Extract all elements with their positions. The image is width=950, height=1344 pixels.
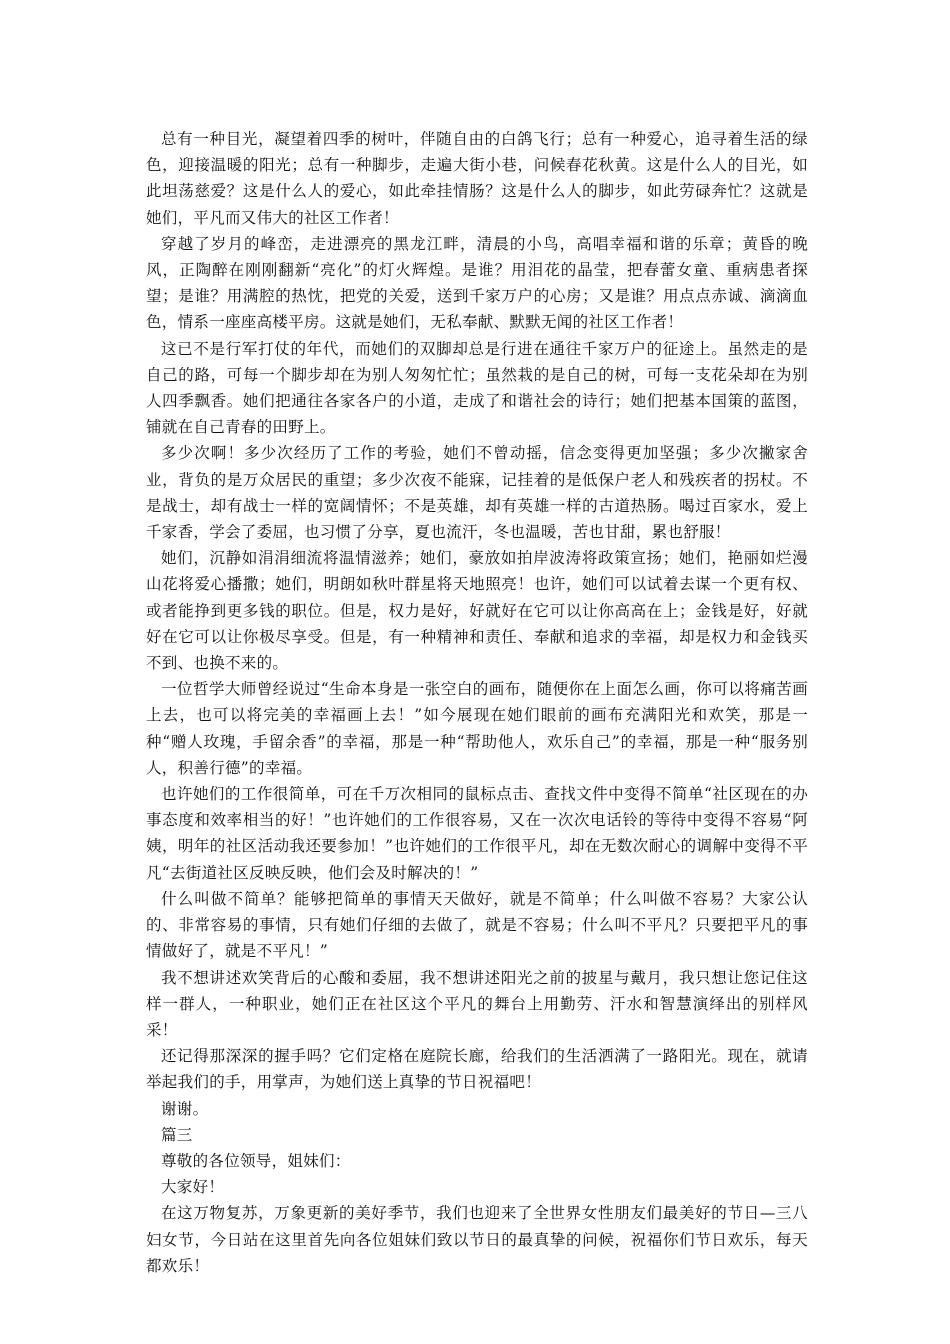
paragraph: 多少次啊！多少次经历了工作的考验，她们不曾动摇，信念变得更加坚强；多少次撇家舍业，背负的是万众居民的重望；多少次夜不能寐，记挂着的是低保户老人和残疾者的拐杖。不是战士，却有战士一样的宽阔情怀；不是英雄，却有英雄一样的古道热肠。喝过百家水，爱上千家香，学会了委屈，也习惯了分享，夏也流汗，冬也温暖，苦也甘甜，累也舒服！ — [146, 444, 808, 542]
paragraph: 什么叫做不简单？能够把简单的事情天天做好，就是不简单；什么叫做不容易？大家公认的、非常容易的事情，只有她们仔细的去做了，就是不容易；什么叫不平凡？只要把平凡的事情做好了，就是不平凡！” — [146, 889, 808, 961]
paragraph: 穿越了岁月的峰峦，走进漂亮的黑龙江畔，清晨的小鸟，高唱幸福和谐的乐章；黄昏的晚风，正陶醉在刚刚翻新“亮化”的灯火辉煌。是谁？用泪花的晶莹，把春蕾女童、重病患者探望；是谁？用满腔的热忱，把党的关爱，送到千家万户的心房；又是谁？用点点赤诚、滴滴血色，情系一座座高楼平房。这就是她们，无私奉献、默默无闻的社区工作者！ — [146, 234, 808, 332]
greeting: 大家好！ — [161, 1178, 225, 1197]
paragraph: 一位哲学大师曾经说过“生命本身是一张空白的画布，随便你在上面怎么画，你可以将痛苦画上去，也可以将完美的幸福画上去！”如今展现在她们眼前的画布充满阳光和欢笑，那是一种“赠人玫瑰，手留余香”的幸福，那是一种“帮助他人，欢乐自己”的幸福，那是一种“服务别人，积善行德”的幸福。 — [146, 680, 808, 777]
paragraph: 总有一种目光，凝望着四季的树叶，伴随自由的白鸽飞行；总有一种爱心，追寻着生活的绿色，迎接温暖的阳光；总有一种脚步，走遍大街小巷，问候春花秋黄。这是什么人的目光，如此坦荡慈爱？这是什么人的爱心，如此牵挂情肠？这是什么人的脚步，如此劳碌奔忙？这就是她们，平凡而又伟大的社区工作者！ — [146, 130, 808, 227]
closing-thanks: 谢谢。 — [161, 1099, 209, 1118]
paragraph: 也许她们的工作很简单，可在千万次相同的鼠标点击、查找文件中变得不简单“社区现在的办事态度和效率相当的好！”也许她们的工作很容易，又在一次次电话铃的等待中变得不容易“阿姨，明年的社区活动我还要参加！”也许她们的工作很平凡，却在无数次耐心的调解中变得不平凡“去街道社区反映反映，他们会及时解决的！” — [146, 785, 808, 882]
salutation: 尊敬的各位领导，姐妹们： — [161, 1151, 351, 1170]
paragraph: 这已不是行军打仗的年代，而她们的双脚却总是行进在通往千家万户的征途上。虽然走的是自己的路，可每一个脚步却在为别人匆匆忙忙；虽然栽的是自己的树，可每一支花朵却在为别人四季飘香。她们把通往各家各户的小道，走成了和谐社会的诗行；她们把基本国策的蓝图，铺就在自己青春的田野上。 — [146, 339, 808, 437]
section-heading: 篇三 — [161, 1125, 193, 1144]
document-body — [146, 126, 808, 1279]
paragraph: 在这万物复苏，万象更新的美好季节，我们也迎来了全世界女性朋友们最美好的节日—三八妇女节，今日站在这里首先向各位姐妹们致以节日的最真挚的问候，祝福你们节日欢乐，每天都欢乐！ — [146, 1204, 808, 1275]
paragraph: 我不想讲述欢笑背后的心酸和委屈，我不想讲述阳光之前的披星与戴月，我只想让您记住这样一群人，一种职业，她们正在社区这个平凡的舞台上用勤劳、汗水和智慧演绎出的别样风采！ — [146, 968, 808, 1039]
paragraph: 还记得那深深的握手吗？它们定格在庭院长廊，给我们的生活洒满了一路阳光。现在，就请举起我们的手，用掌声，为她们送上真挚的节日祝福吧！ — [146, 1047, 808, 1092]
paragraph: 她们，沉静如涓涓细流将温情滋养；她们，豪放如拍岸波涛将政策宣扬；她们，艳丽如烂漫山花将爱心播撒；她们，明朗如秋叶群星将天地照亮！也许，她们可以试着去谋一个更有权、或者能挣到更多钱的职位。但是，权力是好，好就好在它可以让你高高在上；金钱是好，好就好在它可以让你极尽享受。但是，有一种精神和责任、奉献和追求的幸福，却是权力和金钱买不到、也换不来的。 — [146, 549, 808, 673]
